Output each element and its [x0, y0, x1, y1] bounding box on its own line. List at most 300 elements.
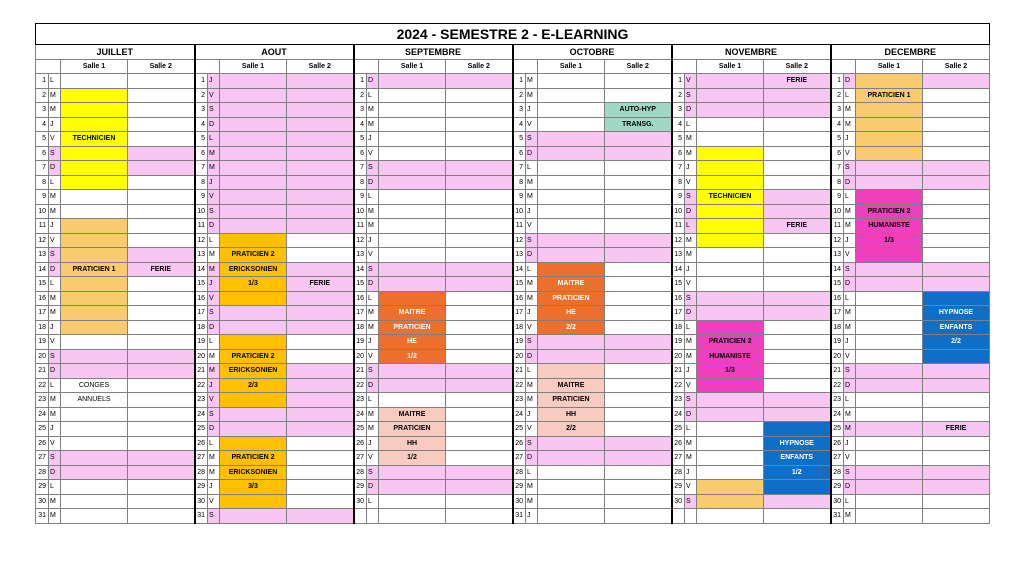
room-1-cell[interactable]	[697, 407, 764, 422]
room-2-cell[interactable]	[287, 364, 354, 379]
room-1-cell[interactable]	[220, 74, 287, 89]
room-1-cell[interactable]	[61, 407, 128, 422]
room-1-cell[interactable]	[697, 219, 764, 234]
room-2-cell[interactable]	[764, 335, 831, 350]
room-1-cell[interactable]	[220, 291, 287, 306]
room-1-cell[interactable]	[61, 480, 128, 495]
room-1-cell[interactable]	[697, 277, 764, 292]
room-1-cell[interactable]	[379, 219, 446, 234]
room-2-cell[interactable]	[128, 132, 195, 147]
room-1-cell[interactable]: HE	[538, 306, 605, 321]
room-2-cell[interactable]	[446, 103, 513, 118]
room-1-cell[interactable]	[379, 393, 446, 408]
room-1-cell[interactable]	[379, 494, 446, 509]
room-2-cell[interactable]	[923, 451, 990, 466]
room-1-cell[interactable]	[61, 117, 128, 132]
room-2-cell[interactable]: 1/2	[764, 465, 831, 480]
room-1-cell[interactable]	[379, 204, 446, 219]
room-1-cell[interactable]	[538, 364, 605, 379]
room-2-cell[interactable]	[128, 146, 195, 161]
room-2-cell[interactable]	[605, 233, 672, 248]
room-2-cell[interactable]	[446, 88, 513, 103]
room-2-cell[interactable]	[923, 190, 990, 205]
room-2-cell[interactable]	[923, 88, 990, 103]
room-2-cell[interactable]	[128, 306, 195, 321]
room-2-cell[interactable]	[446, 422, 513, 437]
room-1-cell[interactable]: PRATICIEN	[538, 291, 605, 306]
room-1-cell[interactable]	[538, 451, 605, 466]
room-1-cell[interactable]	[856, 422, 923, 437]
room-2-cell[interactable]	[128, 335, 195, 350]
room-1-cell[interactable]	[697, 132, 764, 147]
room-1-cell[interactable]: 1/3	[856, 233, 923, 248]
room-2-cell[interactable]	[128, 364, 195, 379]
room-2-cell[interactable]	[923, 262, 990, 277]
room-2-cell[interactable]	[923, 277, 990, 292]
room-2-cell[interactable]	[923, 117, 990, 132]
room-2-cell[interactable]: FERIE	[128, 262, 195, 277]
room-2-cell[interactable]	[605, 248, 672, 263]
room-1-cell[interactable]	[379, 88, 446, 103]
room-1-cell[interactable]	[697, 204, 764, 219]
room-2-cell[interactable]	[923, 132, 990, 147]
room-1-cell[interactable]	[697, 509, 764, 524]
room-2-cell[interactable]	[446, 161, 513, 176]
room-1-cell[interactable]	[856, 175, 923, 190]
room-2-cell[interactable]	[287, 291, 354, 306]
room-1-cell[interactable]	[856, 117, 923, 132]
room-2-cell[interactable]	[923, 465, 990, 480]
room-1-cell[interactable]	[220, 422, 287, 437]
room-1-cell[interactable]: HUMANISTE	[856, 219, 923, 234]
room-1-cell[interactable]: HH	[538, 407, 605, 422]
room-1-cell[interactable]	[856, 161, 923, 176]
room-2-cell[interactable]	[446, 175, 513, 190]
room-1-cell[interactable]: TECHNICIEN	[697, 190, 764, 205]
room-1-cell[interactable]	[379, 248, 446, 263]
room-2-cell[interactable]	[446, 436, 513, 451]
room-2-cell[interactable]: HYPNOSE	[764, 436, 831, 451]
room-2-cell[interactable]	[446, 349, 513, 364]
room-2-cell[interactable]	[446, 364, 513, 379]
room-1-cell[interactable]	[538, 349, 605, 364]
room-1-cell[interactable]	[856, 509, 923, 524]
room-1-cell[interactable]: PRATICIEN 1	[856, 88, 923, 103]
room-2-cell[interactable]	[605, 175, 672, 190]
room-1-cell[interactable]	[856, 465, 923, 480]
room-2-cell[interactable]	[764, 349, 831, 364]
room-1-cell[interactable]	[220, 161, 287, 176]
room-1-cell[interactable]	[220, 233, 287, 248]
room-2-cell[interactable]	[764, 393, 831, 408]
room-1-cell[interactable]	[220, 320, 287, 335]
room-2-cell[interactable]	[605, 74, 672, 89]
room-2-cell[interactable]: FERIE	[287, 277, 354, 292]
room-1-cell[interactable]: PRATICIEN 2	[856, 204, 923, 219]
room-1-cell[interactable]: HH	[379, 436, 446, 451]
room-2-cell[interactable]	[128, 190, 195, 205]
room-2-cell[interactable]	[287, 248, 354, 263]
room-2-cell[interactable]	[605, 451, 672, 466]
room-1-cell[interactable]	[220, 204, 287, 219]
room-2-cell[interactable]	[446, 306, 513, 321]
room-1-cell[interactable]	[856, 306, 923, 321]
room-1-cell[interactable]	[61, 190, 128, 205]
room-1-cell[interactable]	[697, 306, 764, 321]
room-2-cell[interactable]: TRANSG.	[605, 117, 672, 132]
room-1-cell[interactable]	[220, 175, 287, 190]
room-1-cell[interactable]	[856, 190, 923, 205]
room-1-cell[interactable]: TECHNICIEN	[61, 132, 128, 147]
room-1-cell[interactable]: 1/2	[379, 451, 446, 466]
room-2-cell[interactable]	[287, 480, 354, 495]
room-1-cell[interactable]	[61, 320, 128, 335]
room-1-cell[interactable]	[697, 248, 764, 263]
room-2-cell[interactable]	[128, 465, 195, 480]
room-1-cell[interactable]	[538, 103, 605, 118]
room-2-cell[interactable]	[764, 103, 831, 118]
room-1-cell[interactable]	[220, 88, 287, 103]
room-1-cell[interactable]	[379, 364, 446, 379]
room-2-cell[interactable]	[446, 393, 513, 408]
room-1-cell[interactable]	[61, 88, 128, 103]
room-2-cell[interactable]	[287, 335, 354, 350]
room-2-cell[interactable]	[605, 378, 672, 393]
room-2-cell[interactable]	[446, 248, 513, 263]
room-1-cell[interactable]	[379, 233, 446, 248]
room-2-cell[interactable]	[287, 233, 354, 248]
room-1-cell[interactable]	[61, 233, 128, 248]
room-2-cell[interactable]	[764, 262, 831, 277]
room-1-cell[interactable]	[697, 378, 764, 393]
room-2-cell[interactable]	[446, 74, 513, 89]
room-1-cell[interactable]: MAITRE	[379, 407, 446, 422]
room-1-cell[interactable]	[538, 74, 605, 89]
room-1-cell[interactable]: 2/2	[538, 422, 605, 437]
room-2-cell[interactable]: 2/2	[923, 335, 990, 350]
room-2-cell[interactable]	[605, 262, 672, 277]
room-1-cell[interactable]	[379, 190, 446, 205]
room-2-cell[interactable]	[605, 407, 672, 422]
room-1-cell[interactable]	[220, 407, 287, 422]
room-2-cell[interactable]	[287, 451, 354, 466]
room-2-cell[interactable]	[764, 233, 831, 248]
room-2-cell[interactable]	[446, 277, 513, 292]
room-2-cell[interactable]	[287, 132, 354, 147]
room-2-cell[interactable]	[923, 291, 990, 306]
room-2-cell[interactable]	[923, 248, 990, 263]
room-1-cell[interactable]	[538, 219, 605, 234]
room-2-cell[interactable]	[128, 248, 195, 263]
room-2-cell[interactable]	[605, 320, 672, 335]
room-1-cell[interactable]	[61, 161, 128, 176]
room-2-cell[interactable]	[605, 349, 672, 364]
room-2-cell[interactable]: FERIE	[923, 422, 990, 437]
room-1-cell[interactable]	[61, 219, 128, 234]
room-2-cell[interactable]	[446, 451, 513, 466]
room-2-cell[interactable]	[128, 422, 195, 437]
room-2-cell[interactable]	[923, 480, 990, 495]
room-2-cell[interactable]	[764, 378, 831, 393]
room-2-cell[interactable]	[446, 378, 513, 393]
room-1-cell[interactable]	[61, 436, 128, 451]
room-2-cell[interactable]	[287, 175, 354, 190]
room-2-cell[interactable]	[446, 320, 513, 335]
room-2-cell[interactable]	[923, 74, 990, 89]
room-1-cell[interactable]	[61, 494, 128, 509]
room-2-cell[interactable]	[287, 407, 354, 422]
room-1-cell[interactable]	[379, 175, 446, 190]
room-2-cell[interactable]	[287, 422, 354, 437]
room-2-cell[interactable]	[923, 103, 990, 118]
room-2-cell[interactable]	[128, 233, 195, 248]
room-1-cell[interactable]: PRATICIEN 2	[220, 248, 287, 263]
room-1-cell[interactable]: ERICKSONIEN	[220, 262, 287, 277]
room-2-cell[interactable]	[764, 407, 831, 422]
room-1-cell[interactable]	[538, 262, 605, 277]
room-2-cell[interactable]	[446, 407, 513, 422]
room-1-cell[interactable]: HUMANISTE	[697, 349, 764, 364]
room-1-cell[interactable]	[538, 465, 605, 480]
room-1-cell[interactable]	[697, 74, 764, 89]
room-1-cell[interactable]	[379, 509, 446, 524]
room-2-cell[interactable]	[128, 74, 195, 89]
room-2-cell[interactable]: ENFANTS	[764, 451, 831, 466]
room-2-cell[interactable]: AUTO-HYP	[605, 103, 672, 118]
room-1-cell[interactable]	[61, 291, 128, 306]
room-1-cell[interactable]	[220, 436, 287, 451]
room-1-cell[interactable]: PRATICIEN 2	[220, 349, 287, 364]
room-2-cell[interactable]	[605, 364, 672, 379]
room-2-cell[interactable]	[287, 436, 354, 451]
room-2-cell[interactable]	[764, 364, 831, 379]
room-1-cell[interactable]	[61, 248, 128, 263]
room-1-cell[interactable]	[220, 103, 287, 118]
room-2-cell[interactable]	[128, 320, 195, 335]
room-2-cell[interactable]	[128, 277, 195, 292]
room-1-cell[interactable]	[61, 306, 128, 321]
room-1-cell[interactable]	[856, 494, 923, 509]
room-2-cell[interactable]	[128, 117, 195, 132]
room-1-cell[interactable]	[538, 175, 605, 190]
room-2-cell[interactable]	[605, 132, 672, 147]
room-2-cell[interactable]	[605, 88, 672, 103]
room-1-cell[interactable]	[379, 262, 446, 277]
room-2-cell[interactable]	[128, 509, 195, 524]
room-1-cell[interactable]	[61, 204, 128, 219]
room-1-cell[interactable]: MAITRE	[379, 306, 446, 321]
room-2-cell[interactable]	[764, 117, 831, 132]
room-2-cell[interactable]	[128, 204, 195, 219]
room-2-cell[interactable]	[446, 190, 513, 205]
room-2-cell[interactable]	[605, 480, 672, 495]
room-2-cell[interactable]	[605, 335, 672, 350]
room-1-cell[interactable]: ANNUELS	[61, 393, 128, 408]
room-2-cell[interactable]	[923, 204, 990, 219]
room-1-cell[interactable]	[61, 349, 128, 364]
room-2-cell[interactable]	[128, 480, 195, 495]
room-2-cell[interactable]	[287, 509, 354, 524]
room-1-cell[interactable]	[697, 103, 764, 118]
room-1-cell[interactable]	[379, 161, 446, 176]
room-1-cell[interactable]	[856, 407, 923, 422]
room-1-cell[interactable]	[856, 248, 923, 263]
room-2-cell[interactable]	[764, 277, 831, 292]
room-2-cell[interactable]	[287, 393, 354, 408]
room-2-cell[interactable]	[605, 190, 672, 205]
room-2-cell[interactable]	[764, 494, 831, 509]
room-1-cell[interactable]: 1/3	[697, 364, 764, 379]
room-2-cell[interactable]	[446, 291, 513, 306]
room-1-cell[interactable]: MAITRE	[538, 378, 605, 393]
room-1-cell[interactable]	[697, 494, 764, 509]
room-2-cell[interactable]	[764, 204, 831, 219]
room-1-cell[interactable]	[538, 509, 605, 524]
room-1-cell[interactable]	[697, 175, 764, 190]
room-2-cell[interactable]	[287, 465, 354, 480]
room-1-cell[interactable]: ERICKSONIEN	[220, 465, 287, 480]
room-1-cell[interactable]	[856, 132, 923, 147]
room-1-cell[interactable]: PRATICIEN	[379, 422, 446, 437]
room-1-cell[interactable]: PRATICIEN	[379, 320, 446, 335]
room-1-cell[interactable]: PRATICIEN 2	[220, 451, 287, 466]
room-1-cell[interactable]	[697, 88, 764, 103]
room-1-cell[interactable]	[856, 103, 923, 118]
room-1-cell[interactable]	[61, 335, 128, 350]
room-2-cell[interactable]	[128, 393, 195, 408]
room-1-cell[interactable]: MAITRE	[538, 277, 605, 292]
room-1-cell[interactable]	[697, 161, 764, 176]
room-2-cell[interactable]	[764, 88, 831, 103]
room-1-cell[interactable]	[220, 393, 287, 408]
room-1-cell[interactable]: HE	[379, 335, 446, 350]
room-1-cell[interactable]	[61, 364, 128, 379]
room-1-cell[interactable]	[538, 436, 605, 451]
room-1-cell[interactable]	[697, 291, 764, 306]
room-1-cell[interactable]	[379, 132, 446, 147]
room-1-cell[interactable]	[697, 146, 764, 161]
room-2-cell[interactable]	[287, 103, 354, 118]
room-2-cell[interactable]	[923, 407, 990, 422]
room-2-cell[interactable]	[764, 248, 831, 263]
room-2-cell[interactable]	[287, 349, 354, 364]
room-1-cell[interactable]	[220, 335, 287, 350]
room-2-cell[interactable]	[128, 451, 195, 466]
room-2-cell[interactable]	[605, 509, 672, 524]
room-1-cell[interactable]	[538, 494, 605, 509]
room-1-cell[interactable]	[61, 175, 128, 190]
room-1-cell[interactable]	[697, 465, 764, 480]
room-2-cell[interactable]	[128, 175, 195, 190]
room-1-cell[interactable]	[697, 436, 764, 451]
room-1-cell[interactable]	[61, 146, 128, 161]
room-2-cell[interactable]	[446, 335, 513, 350]
room-1-cell[interactable]	[697, 233, 764, 248]
room-1-cell[interactable]	[61, 465, 128, 480]
room-1-cell[interactable]	[856, 349, 923, 364]
room-2-cell[interactable]	[605, 465, 672, 480]
room-1-cell[interactable]: 3/3	[220, 480, 287, 495]
room-1-cell[interactable]	[379, 465, 446, 480]
room-1-cell[interactable]	[538, 204, 605, 219]
room-2-cell[interactable]	[605, 219, 672, 234]
room-2-cell[interactable]	[287, 378, 354, 393]
room-2-cell[interactable]	[764, 190, 831, 205]
room-2-cell[interactable]	[128, 436, 195, 451]
room-1-cell[interactable]	[856, 393, 923, 408]
room-2-cell[interactable]	[446, 480, 513, 495]
room-1-cell[interactable]	[61, 74, 128, 89]
room-2-cell[interactable]	[605, 161, 672, 176]
room-1-cell[interactable]: CONGES	[61, 378, 128, 393]
room-2-cell[interactable]	[287, 161, 354, 176]
room-2-cell[interactable]	[446, 219, 513, 234]
room-2-cell[interactable]	[923, 378, 990, 393]
room-2-cell[interactable]	[446, 494, 513, 509]
room-1-cell[interactable]: PRATICIEN 2	[697, 335, 764, 350]
room-2-cell[interactable]	[605, 146, 672, 161]
room-1-cell[interactable]	[379, 277, 446, 292]
room-1-cell[interactable]	[379, 378, 446, 393]
room-2-cell[interactable]	[128, 219, 195, 234]
room-2-cell[interactable]	[764, 161, 831, 176]
room-2-cell[interactable]	[128, 88, 195, 103]
room-2-cell[interactable]	[287, 117, 354, 132]
room-2-cell[interactable]	[605, 393, 672, 408]
room-2-cell[interactable]	[287, 219, 354, 234]
room-1-cell[interactable]	[220, 117, 287, 132]
room-2-cell[interactable]	[764, 306, 831, 321]
room-1-cell[interactable]	[220, 494, 287, 509]
room-1-cell[interactable]	[538, 88, 605, 103]
room-1-cell[interactable]: PRATICIEN 1	[61, 262, 128, 277]
room-1-cell[interactable]	[697, 320, 764, 335]
room-2-cell[interactable]	[128, 291, 195, 306]
room-2-cell[interactable]	[128, 407, 195, 422]
room-1-cell[interactable]	[379, 117, 446, 132]
room-1-cell[interactable]	[856, 436, 923, 451]
room-1-cell[interactable]	[379, 480, 446, 495]
room-2-cell[interactable]	[446, 233, 513, 248]
room-2-cell[interactable]	[605, 204, 672, 219]
room-2-cell[interactable]	[446, 132, 513, 147]
room-1-cell[interactable]	[61, 509, 128, 524]
room-1-cell[interactable]	[538, 161, 605, 176]
room-2-cell[interactable]: FERIE	[764, 74, 831, 89]
room-2-cell[interactable]	[287, 494, 354, 509]
room-1-cell[interactable]	[220, 132, 287, 147]
room-1-cell[interactable]	[697, 393, 764, 408]
room-1-cell[interactable]	[856, 146, 923, 161]
room-2-cell[interactable]	[923, 146, 990, 161]
room-1-cell[interactable]: ERICKSONIEN	[220, 364, 287, 379]
room-2-cell[interactable]	[923, 349, 990, 364]
room-1-cell[interactable]	[220, 509, 287, 524]
room-2-cell[interactable]	[923, 161, 990, 176]
room-1-cell[interactable]	[538, 248, 605, 263]
room-1-cell[interactable]	[220, 190, 287, 205]
room-2-cell[interactable]	[764, 132, 831, 147]
room-2-cell[interactable]	[128, 378, 195, 393]
room-1-cell[interactable]: 2/3	[220, 378, 287, 393]
room-2-cell[interactable]	[605, 277, 672, 292]
room-2-cell[interactable]	[287, 204, 354, 219]
room-1-cell[interactable]	[220, 219, 287, 234]
room-2-cell[interactable]	[287, 306, 354, 321]
room-2-cell[interactable]	[923, 494, 990, 509]
room-2-cell[interactable]	[287, 88, 354, 103]
room-2-cell[interactable]	[287, 190, 354, 205]
